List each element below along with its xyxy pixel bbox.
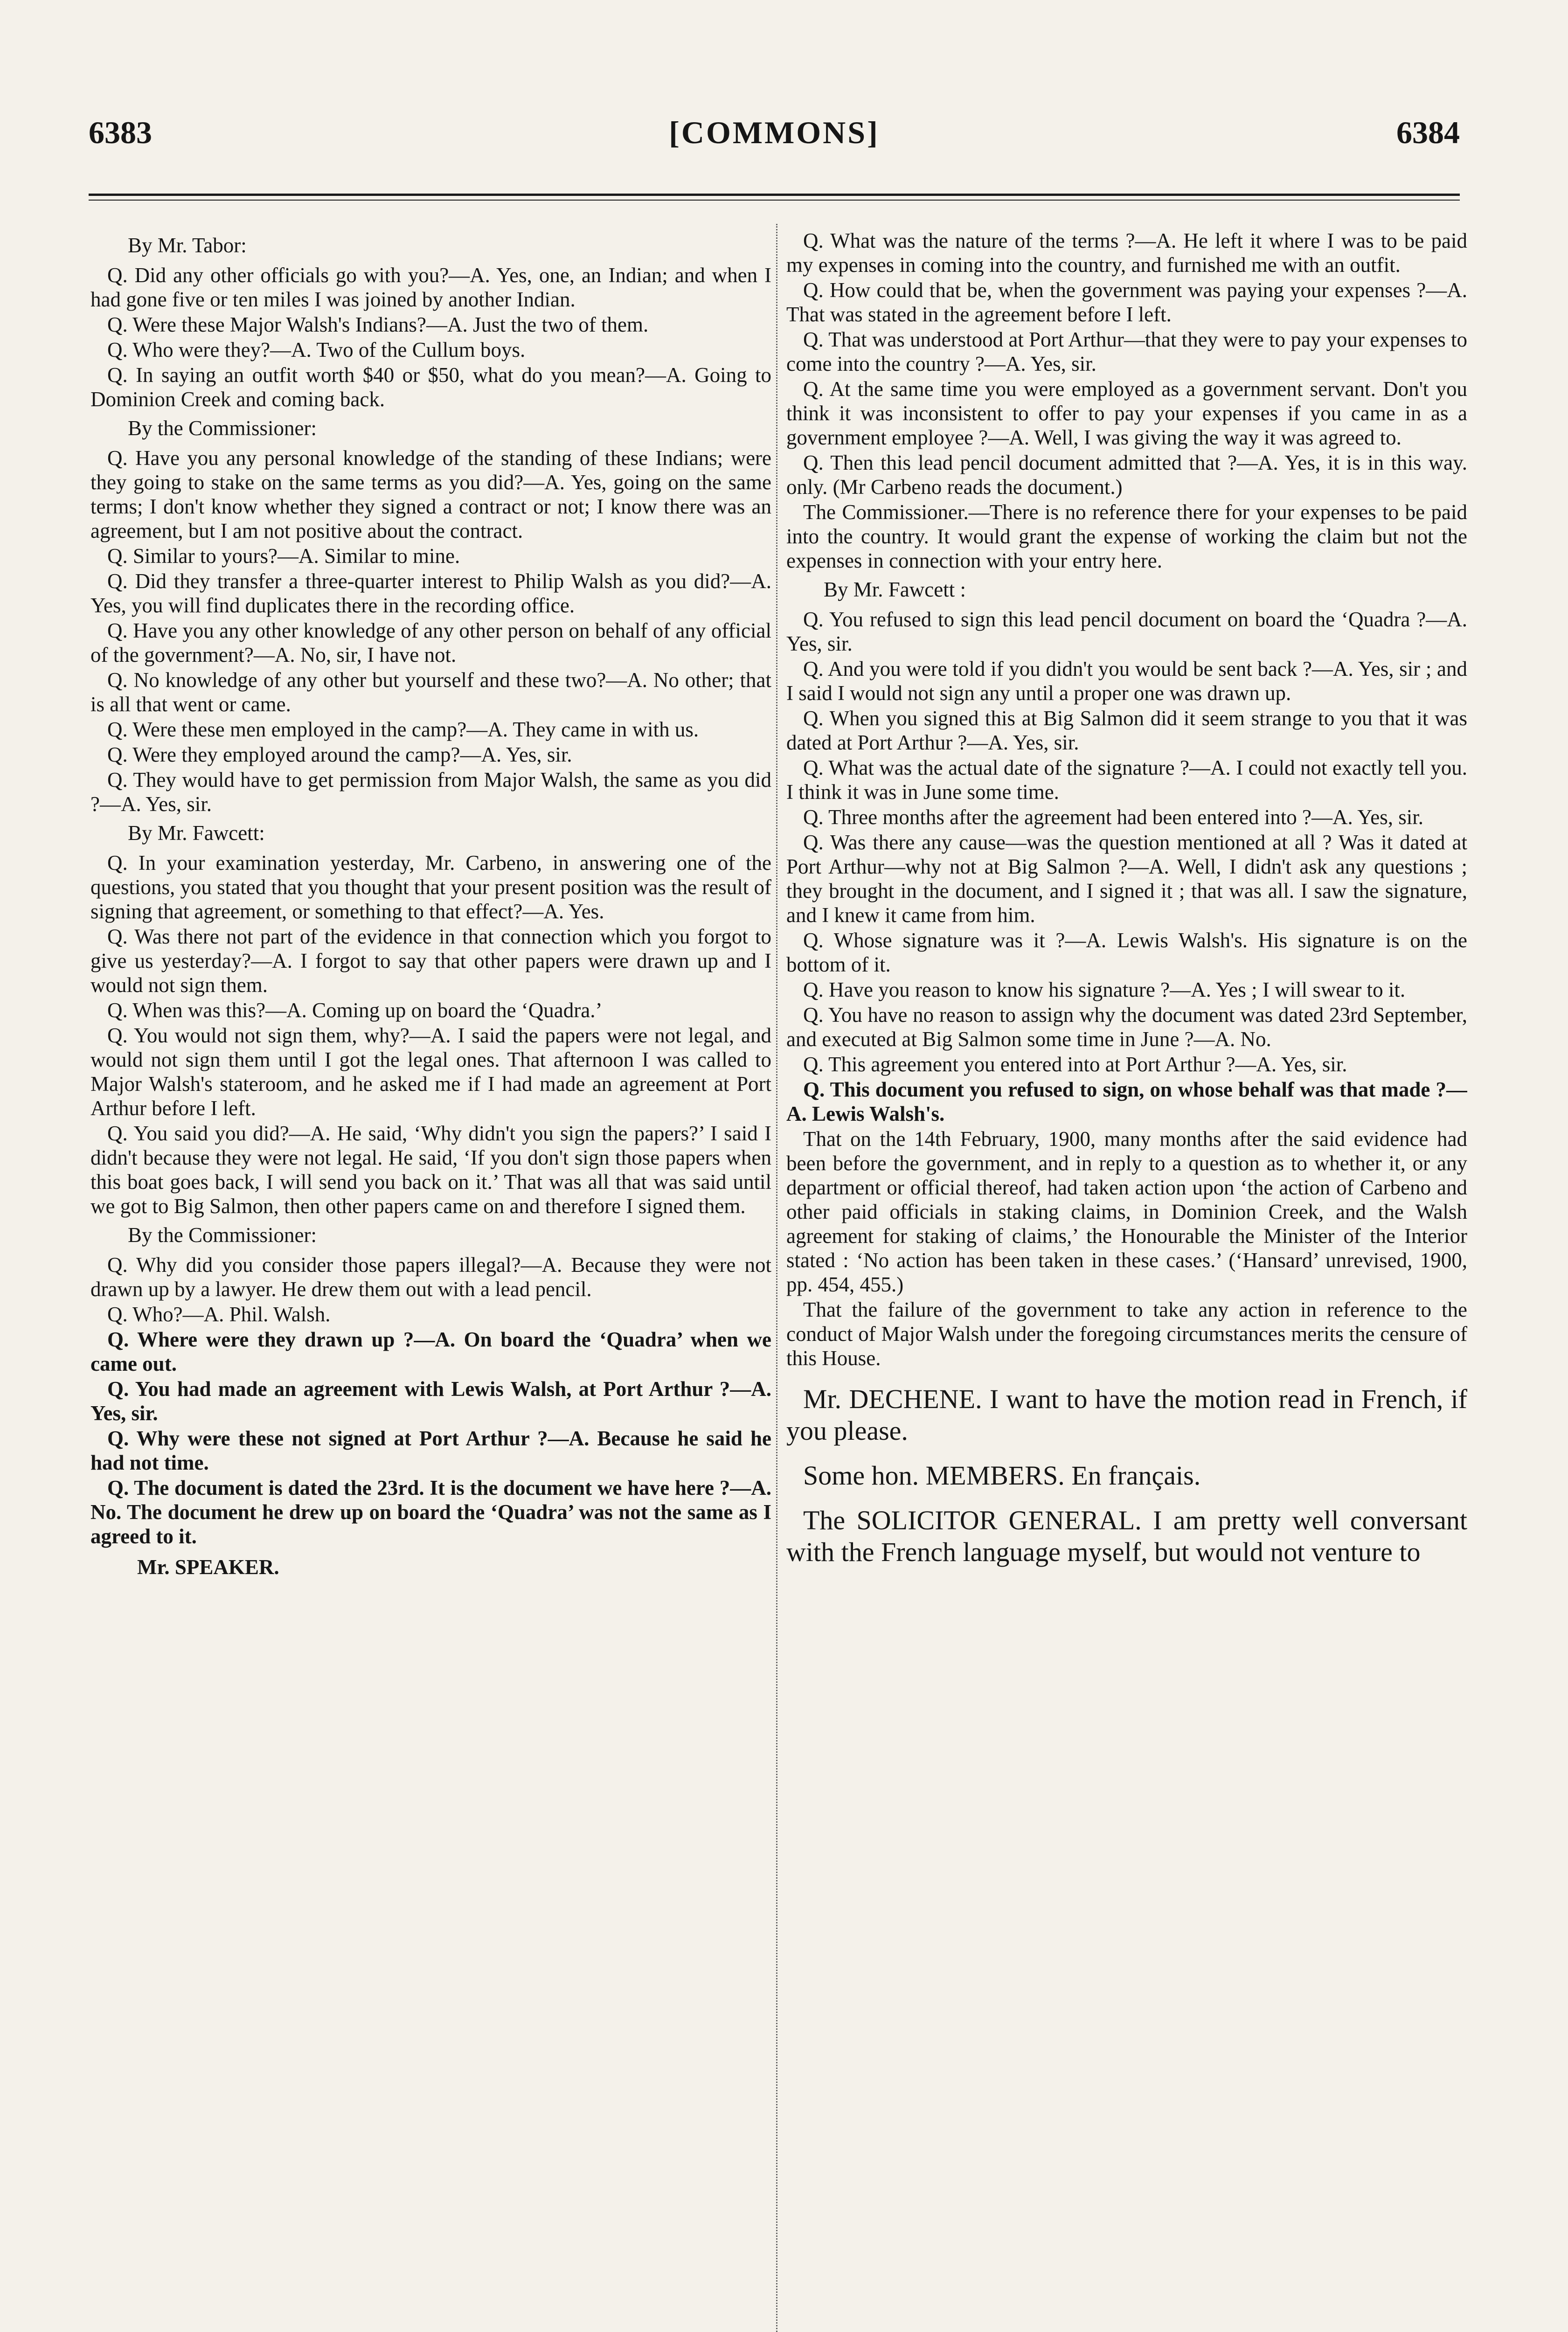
page-header	[89, 105, 1460, 156]
speaker-line: Mr. SPEAKER.	[137, 1555, 279, 1579]
paragraph: Q. You refused to sign this lead pencil document on board the ‘Quadra ?—A. Yes, sir.	[786, 608, 1467, 655]
header-rule-thin	[89, 200, 1460, 201]
paragraph: Q. Who were they?—A. Two of the Cullum boys.	[107, 338, 526, 361]
paragraph: Q. At the same time you were employed as a government servant. Don't you think it was inconsistent to offer to pay your expenses if you came in as a government employee ?—A. Well, I was giving the way it was agreed to.	[786, 377, 1467, 449]
paragraph: Q. Who?—A. Phil. Walsh.	[107, 1303, 331, 1326]
header-rule-thick	[89, 194, 1460, 196]
page-number-left: 6383	[89, 115, 152, 150]
running-title: [COMMONS]	[669, 115, 880, 150]
paragraph: Q. In saying an outfit worth $40 or $50, what do you mean?—A. Going to Dominion Creek and coming back.	[90, 363, 771, 411]
paragraph: Q. Where were they drawn up ?—A. On board the ‘Quadra’ when we came out.	[90, 1328, 771, 1375]
section-heading: By the Commissioner:	[128, 416, 317, 440]
paragraph: Q. This document you refused to sign, on whose behalf was that made ?—A. Lewis Walsh's.	[786, 1078, 1467, 1125]
section-heading: By Mr. Fawcett:	[128, 821, 265, 845]
paragraph: Q. Were these Major Walsh's Indians?—A. Just the two of them.	[107, 313, 649, 336]
paragraph: Q. What was the actual date of the signature ?—A. I could not exactly tell you. I think it was in June some time.	[786, 756, 1467, 804]
section-heading: By Mr. Fawcett :	[824, 578, 966, 601]
paragraph: Q. When you signed this at Big Salmon did it seem strange to you that it was dated at Port Arthur ?—A. Yes, sir.	[786, 707, 1467, 754]
paragraph: Q. Were these men employed in the camp?—A. They came in with us.	[107, 718, 699, 741]
paragraph: Q. Why were these not signed at Port Arthur ?—A. Because he said he had not time.	[90, 1427, 771, 1474]
paragraph: Q. The document is dated the 23rd. It is the document we have here ?—A. No. The document he drew up on board the ‘Quadra’ was not the same as I agreed to it.	[90, 1476, 771, 1548]
left-column	[90, 229, 771, 2332]
paragraph: Q. Have you any other knowledge of any other person on behalf of any official of the government?—A. No, sir, I have not.	[90, 619, 771, 666]
paragraph: Q. In your examination yesterday, Mr. Carbeno, in answering one of the questions, you stated that you thought that your present position was the result of signing that agreement, or something to that effect?—A. Yes.	[90, 851, 771, 923]
section-heading: By the Commissioner:	[128, 1223, 317, 1247]
paragraph: Q. You have no reason to assign why the document was dated 23rd September, and executed at Big Salmon some time in June ?—A. No.	[786, 1003, 1467, 1051]
speech-paragraph: Mr. DECHENE. I want to have the motion read in French, if you please.	[786, 1384, 1467, 1446]
paragraph: Q. This agreement you entered into at Port Arthur ?—A. Yes, sir.	[803, 1053, 1347, 1076]
paragraph: Q. Did any other officials go with you?—A. Yes, one, an Indian; and when I had gone five or ten miles I was joined by another Indian.	[90, 264, 771, 311]
page-number-right: 6384	[1396, 115, 1460, 150]
right-column	[786, 229, 1467, 2332]
paragraph: Q. Whose signature was it ?—A. Lewis Walsh's. His signature is on the bottom of it.	[786, 929, 1467, 976]
paragraph: Q. You had made an agreement with Lewis Walsh, at Port Arthur ?—A. Yes, sir.	[90, 1377, 771, 1425]
paragraph: Q. That was understood at Port Arthur—that they were to pay your expenses to come into the country ?—A. Yes, sir.	[786, 328, 1467, 375]
section-heading: By Mr. Tabor:	[128, 234, 247, 257]
speech-paragraph: The SOLICITOR GENERAL. I am pretty well conversant with the French language myself, but would not venture to	[786, 1505, 1467, 1567]
paragraph: Q. No knowledge of any other but yourself and these two?—A. No other; that is all that went or came.	[90, 668, 771, 716]
paragraph: Q. Why did you consider those papers illegal?—A. Because they were not drawn up by a lawyer. He drew them out with a lead pencil.	[90, 1253, 771, 1301]
paragraph: Q. Was there any cause—was the question mentioned at all ? Was it dated at Port Arthur—why not at Big Salmon ?—A. Well, I didn't ask any questions ; they brought in the document, and I signed it ; that was all. I saw the signature, and I knew it came from him.	[786, 831, 1467, 927]
paragraph: Q. Was there not part of the evidence in that connection which you forgot to give us yesterday?—A. I forgot to say that other papers were drawn up and I would not sign them.	[90, 925, 771, 997]
speech-paragraph: Some hon. MEMBERS. En français.	[803, 1460, 1201, 1491]
paragraph: That the failure of the government to take any action in reference to the conduct of Major Walsh under the foregoing circumstances merits the censure of this House.	[786, 1298, 1467, 1370]
paragraph: Q. Have you any personal knowledge of the standing of these Indians; were they going to stake on the same terms as you did?—A. Yes, going on the same terms; I don't know whether they signed a contract or not; I know there was an agreement, but I am not positive about the contract.	[90, 446, 771, 542]
paragraph: Q. Similar to yours?—A. Similar to mine.	[107, 544, 460, 568]
paragraph: Q. What was the nature of the terms ?—A. He left it where I was to be paid my expenses in coming into the country, and furnished me with an outfit.	[786, 229, 1467, 277]
paragraph: Q. You would not sign them, why?—A. I said the papers were not legal, and would not sign them until I got the legal ones. That afternoon I was called to Major Walsh's stateroom, and he asked me if I had made an agreement at Port Arthur before I left.	[90, 1024, 771, 1120]
paragraph: Q. When was this?—A. Coming up on board the ‘Quadra.’	[107, 999, 603, 1022]
column-divider	[776, 224, 777, 2332]
paragraph: Q. Three months after the agreement had been entered into ?—A. Yes, sir.	[803, 805, 1424, 829]
paragraph: Q. And you were told if you didn't you would be sent back ?—A. Yes, sir ; and I said I would not sign any until a proper one was drawn up.	[786, 657, 1467, 705]
paragraph: Q. They would have to get permission from Major Walsh, the same as you did ?—A. Yes, sir.	[90, 768, 771, 816]
paragraph: The Commissioner.—There is no reference there for your expenses to be paid into the country. It would grant the expense of working the claim but not the expenses in connection with your entry here.	[786, 500, 1467, 572]
paragraph: Q. Were they employed around the camp?—A. Yes, sir.	[107, 743, 572, 766]
paragraph: Q. Did they transfer a three-quarter interest to Philip Walsh as you did?—A. Yes, you will find duplicates there in the recording office.	[90, 569, 771, 617]
paragraph: Q. Have you reason to know his signature ?—A. Yes ; I will swear to it.	[803, 978, 1406, 1001]
paragraph: That on the 14th February, 1900, many months after the said evidence had been before the government, and in reply to a question as to whether it, or any department or official thereof, had taken action upon ‘the action of Carbeno and other paid officials in staking claims, in Dominion Creek, and the Walsh agreement for staking of claims,’ the Honourable the Minister of the Interior stated : ‘No action has been taken in these cases.’ (‘Hansard’ unrevised, 1900, pp. 454, 455.)	[786, 1127, 1467, 1296]
paragraph: Q. Then this lead pencil document admitted that ?—A. Yes, it is in this way. only. (Mr Carbeno reads the document.)	[786, 451, 1467, 499]
paragraph: Q. How could that be, when the government was paying your expenses ?—A. That was stated in the agreement before I left.	[786, 278, 1467, 326]
paragraph: Q. You said you did?—A. He said, ‘Why didn't you sign the papers?’ I said I didn't because they were not legal. He said, ‘If you don't sign those papers when this boat goes back, I will send you back on it.’ That was all that was said until we got to Big Salmon, then other papers came on and therefore I signed them.	[90, 1122, 771, 1218]
